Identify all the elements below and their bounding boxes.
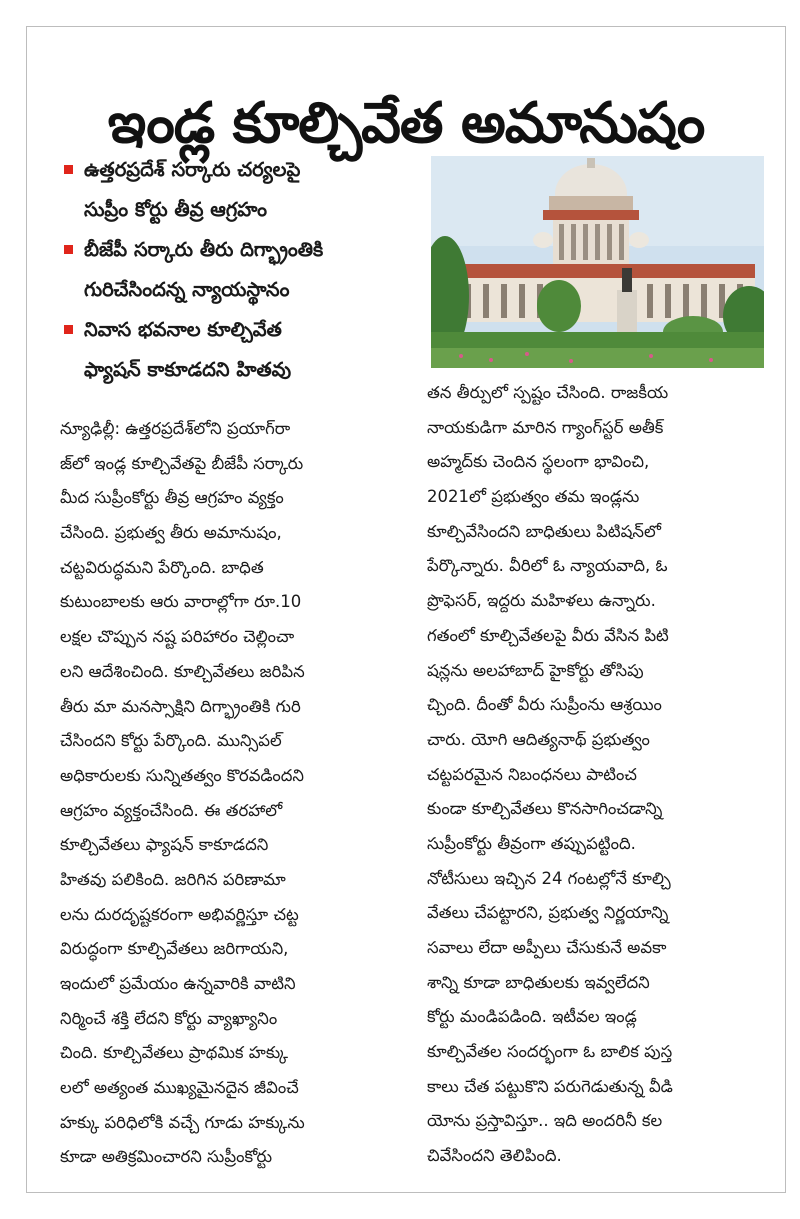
highlight-item <box>60 150 420 230</box>
main-building <box>455 278 755 322</box>
article-line: నాయకుడిగా మారిన గ్యాంగ్‌స్టర్ అతీక్ <box>427 417 664 437</box>
article-line: శాన్ని కూడా బాధితులకు ఇవ్వలేదని <box>427 972 650 992</box>
highlight-item <box>60 230 420 310</box>
supreme-court-photo <box>431 156 764 368</box>
highlight-text: బీజేపీ సర్కారు తీరు దిగ్భ్రాంతికి <box>84 238 324 261</box>
statue-pedestal <box>617 290 637 334</box>
article-line: 2021లో ప్రభుత్వం తమ ఇండ్లను <box>427 487 640 507</box>
article-line: ఇందులో ప్రమేయం ఉన్నవారికి వాటిని <box>60 974 296 993</box>
article-column-right <box>427 376 767 1174</box>
article-line: సుప్రీంకోర్టు తీవ్రంగా తప్పుపట్టింది. <box>427 833 636 853</box>
article-line: గతంలో కూల్చివేతలపై వీరు వేసిన పిటి <box>427 625 669 645</box>
article-line: కుండా కూల్చివేతలు కొనసాగించడాన్ని <box>427 799 663 819</box>
article-line: కూల్చివేతల సందర్భంగా ఓ బాలిక పుస్త <box>427 1042 673 1062</box>
article-line: న్యూఢిల్లీ: ఉత్తరప్రదేశ్‌లోని ప్రయాగ్‌రా <box>60 419 291 438</box>
statue <box>622 268 632 292</box>
article-line: తన తీర్పులో స్పష్టం చేసింది. రాజకీయ <box>427 383 669 402</box>
article-line: వేతలు చేపట్టారని, ప్రభుత్వ నిర్ణయాన్ని <box>427 903 669 923</box>
highlight-text: సుప్రీం కోర్టు తీవ్ర ఆగ్రహం <box>84 198 268 221</box>
article-line: కూడా అతిక్రమించారని సుప్రీంకోర్టు <box>60 1147 273 1167</box>
red-square-bullet-icon <box>64 245 73 254</box>
highlight-text: నివాస భవనాల కూల్చివేత <box>84 318 282 341</box>
article-line: తీరు మా మనస్సాక్షిని దిగ్భ్రాంతికి గురి <box>60 696 301 716</box>
highlight-text: ఉత్తరప్రదేశ్ సర్కారు చర్యలపై <box>84 158 301 181</box>
headline: ఇండ్ల కూల్చివేత అమానుషం <box>107 90 705 156</box>
supreme-court-illustration <box>431 156 764 368</box>
article-line: కాలు చేత పట్టుకొని పరుగెడుతున్న వీడి <box>427 1076 673 1096</box>
roof-band <box>455 264 755 278</box>
article-line: చట్టవిరుద్ధమని పేర్కొంది. బాధిత <box>60 557 264 577</box>
tower <box>553 220 629 264</box>
red-square-bullet-icon <box>64 165 73 174</box>
article-line: నిర్మించే శక్తి లేదని కోర్టు వ్యాఖ్యానిం <box>60 1008 278 1028</box>
highlights-list <box>60 150 420 390</box>
article-line: హితవు పలికింది. జరిగిన పరిణామా <box>60 869 286 889</box>
article-line: చారు. యోగి ఆదిత్యనాథ్ ప్రభుత్వం <box>427 729 650 749</box>
article-line: లని ఆదేశించింది. కూల్చివేతలు జరిపిన <box>60 661 305 681</box>
article-column-left <box>60 412 398 1175</box>
article-line: చింది. కూల్చివేతలు ప్రాథమిక హక్కు <box>60 1043 288 1063</box>
highlight-text: ఫ్యాషన్ కాకూడదని హితవు <box>84 358 292 381</box>
article-line: చట్టపరమైన నిబంధనలు పాటించ <box>427 764 637 784</box>
article-line: హక్కు పరిధిలోకి వచ్చే గూడు హక్కును <box>60 1112 305 1132</box>
article-line: చేసింది. ప్రభుత్వ తీరు అమానుషం, <box>60 523 282 543</box>
article-line: నోటీసులు ఇచ్చిన 24 గంటల్లోనే కూల్చి <box>427 868 671 888</box>
article-line: కూల్చివేతలు ఫ్యాషన్ కాకూడదని <box>60 835 269 855</box>
article-line: చేసిందని కోర్టు పేర్కొంది. మున్సిపల్ <box>60 731 282 751</box>
article-line: యోను ప్రస్తావిస్తూ.. ఇది అందరినీ కల <box>427 1111 663 1131</box>
article-line: చ్చింది. దీంతో వీరు సుప్రీంను ఆశ్రయిం <box>427 695 662 715</box>
article-line: పేర్కొన్నారు. వీరిలో ఓ న్యాయవాది, ఓ <box>427 556 668 576</box>
tree <box>537 280 581 332</box>
highlight-item <box>60 310 420 390</box>
article-line: విరుద్ధంగా కూల్చివేతలు జరిగాయని, <box>60 939 289 959</box>
article-line: లలో అత్యంత ముఖ్యమైనదైన జీవించే <box>60 1078 299 1098</box>
article-line: అధికారులకు సున్నితత్వం కొరవడిందని <box>60 765 304 785</box>
article-line: కుటుంబాలకు ఆరు వారాల్లోగా రూ.10 <box>60 592 302 612</box>
article-line: కూల్చివేసిందని బాధితులు పిటిషన్‌లో <box>427 521 661 541</box>
article-line: లను దురదృష్టకరంగా అభివర్ణిస్తూ చట్ట <box>60 904 299 924</box>
highlight-text: గురిచేసిందన్న న్యాయస్థానం <box>84 278 290 301</box>
red-square-bullet-icon <box>64 325 73 334</box>
article-line: చివేసిందని తెలిపింది. <box>427 1146 562 1166</box>
article-line: అహ్మద్‌కు చెందిన స్థలంగా భావించి, <box>427 452 650 472</box>
article-line: లక్షల చొప్పున నష్ట పరిహారం చెల్లించా <box>60 627 295 647</box>
article-line: సవాలు లేదా అప్పీలు చేసుకునే అవకా <box>427 938 667 957</box>
article-line: షన్లను అలహాబాద్ హైకోర్టు తోసిపు <box>427 660 644 680</box>
article-line: కోర్టు మండిపడింది. ఇటీవల ఇండ్ల <box>427 1007 637 1027</box>
article-line: మీద సుప్రీంకోర్టు తీవ్ర ఆగ్రహం వ్యక్తం <box>60 488 284 508</box>
article-line: ప్రొఫెసర్, ఇద్దరు మహిళలు ఉన్నారు. <box>427 591 656 611</box>
article-line: ఆగ్రహం వ్యక్తంచేసింది. ఈ తరహాలో <box>60 800 283 820</box>
article-line: జ్‌లో ఇండ్ల కూల్చివేతపై బీజేపీ సర్కారు <box>60 453 304 473</box>
